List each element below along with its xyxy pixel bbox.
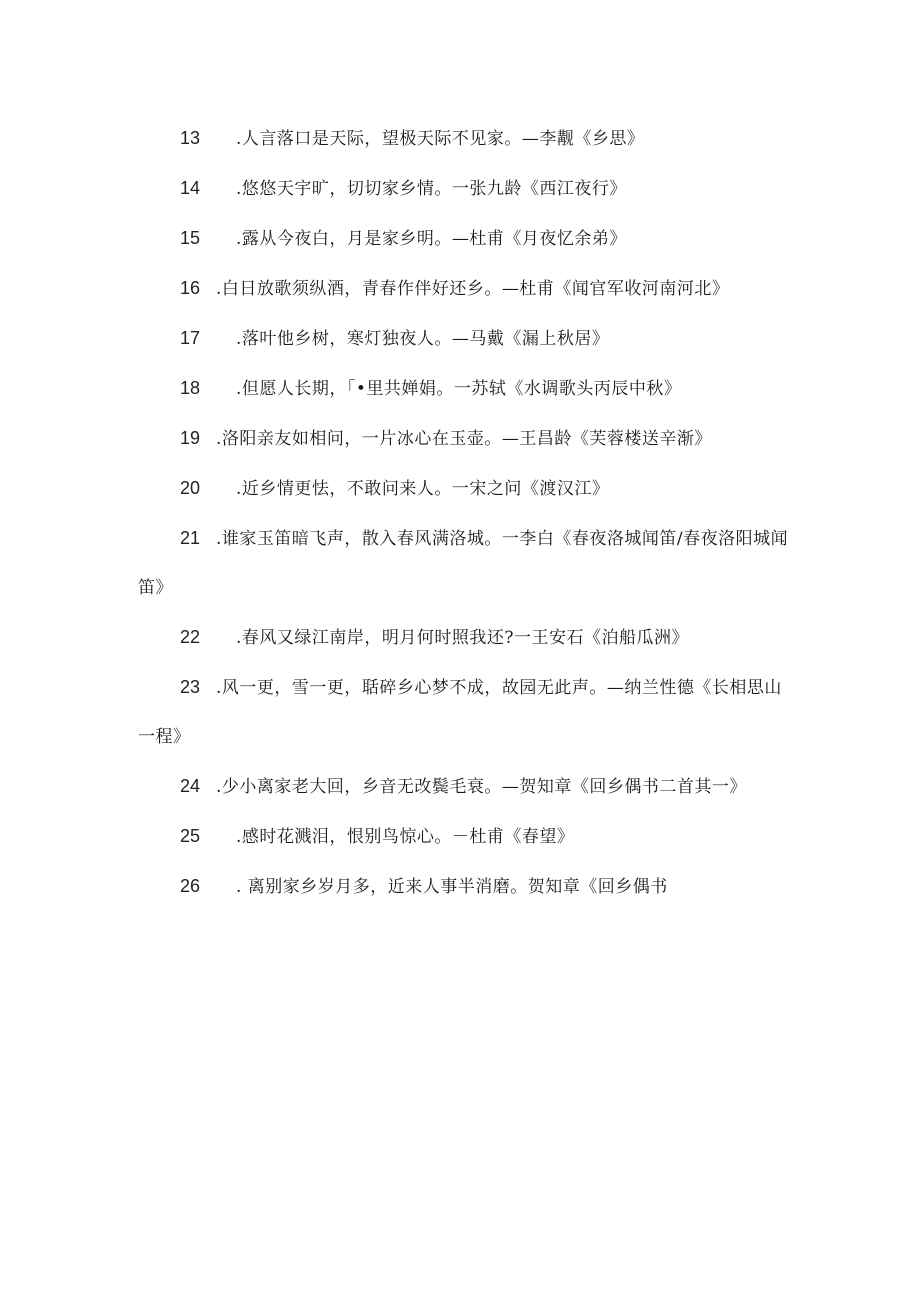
list-item (138, 762, 798, 812)
entry-text: .洛阳亲友如相问，一片冰心在玉壶。—王昌龄《芙蓉楼送辛渐》 (216, 429, 712, 449)
list-item (138, 812, 798, 862)
entry-text: .露从今夜白，月是家乡明。—杜甫《月夜忆余弟》 (236, 229, 627, 249)
list-item (138, 414, 798, 464)
entry-number: 24 (180, 776, 201, 796)
entry-number: 25 (180, 826, 201, 846)
entry-number: 20 (180, 478, 201, 498)
entry-text: .感时花溅泪，恨别鸟惊心。－杜甫《春望》 (236, 827, 575, 847)
entry-text: .少小离家老大回，乡音无改鬓毛衰。—贺知章《回乡偶书二首其一》 (216, 777, 747, 797)
list-item (138, 214, 798, 264)
entry-text: .春风又绿江南岸，明月何时照我还?一王安石《泊船瓜洲》 (236, 628, 690, 648)
list-item (138, 364, 798, 414)
entry-number: 23 (180, 677, 201, 697)
poem-list (138, 114, 798, 912)
entry-text: .白日放歌须纵酒，青春作伴好还乡。—杜甫《闻官军收河南河北》 (216, 279, 730, 299)
list-item (138, 264, 798, 314)
entry-text: .悠悠天宇旷，切切家乡情。一张九龄《西江夜行》 (236, 179, 627, 199)
entry-number: 17 (180, 328, 201, 348)
entry-number: 22 (180, 627, 201, 647)
list-item (138, 862, 798, 912)
entry-number: 19 (180, 428, 201, 448)
entry-number: 13 (180, 128, 201, 148)
list-item (138, 663, 798, 762)
list-item (138, 514, 798, 613)
entry-number: 18 (180, 378, 201, 398)
entry-text: .风一更，雪一更，聒碎乡心梦不成，故园无此声。—纳兰性德《长相思山一程》 (138, 678, 782, 747)
entry-text: .近乡情更怯，不敢问来人。一宋之问《渡汉江》 (236, 479, 610, 499)
entry-number: 26 (180, 876, 201, 896)
list-item (138, 114, 798, 164)
list-item (138, 164, 798, 214)
list-item (138, 613, 798, 663)
entry-text: .谁家玉笛暗飞声，散入春风满洛城。一李白《春夜洛城闻笛/春夜洛阳城闻笛》 (138, 529, 789, 598)
entry-text: .但愿人长期，「•里共婵娟。一苏轼《水调歌头丙辰中秋》 (236, 379, 682, 399)
entry-number: 21 (180, 528, 201, 548)
list-item (138, 464, 798, 514)
entry-text: .人言落口是天际，望极天际不见家。—李觏《乡思》 (236, 129, 645, 149)
entry-number: 15 (180, 228, 201, 248)
entry-text: .落叶他乡树，寒灯独夜人。—马戴《漏上秋居》 (236, 329, 610, 349)
entry-number: 16 (180, 278, 201, 298)
entry-text: . 离别家乡岁月多，近来人事半消磨。贺知章《回乡偶书 (236, 877, 668, 897)
list-item (138, 314, 798, 364)
entry-number: 14 (180, 178, 201, 198)
